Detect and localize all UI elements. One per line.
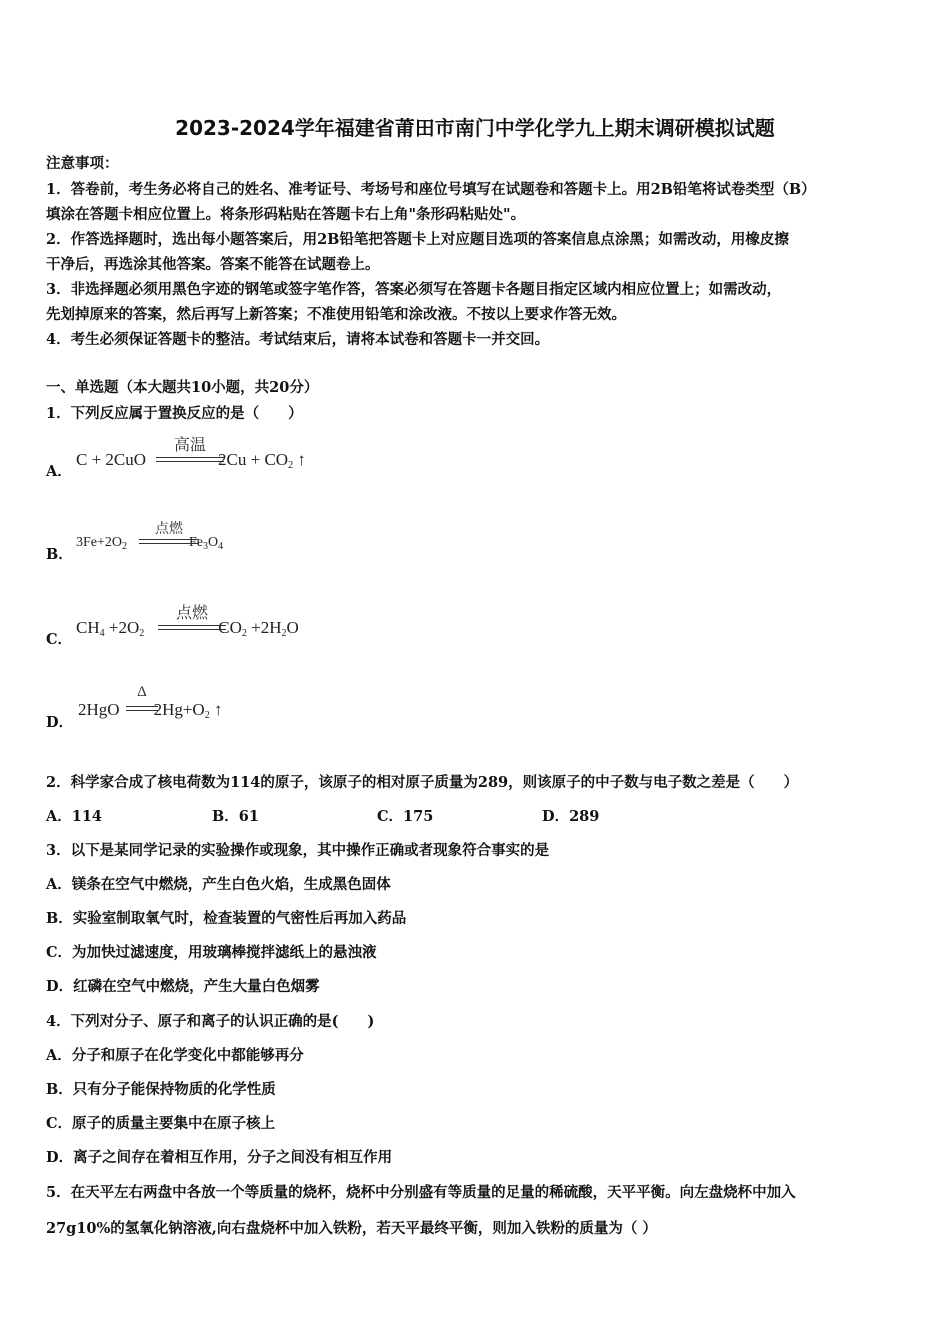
q4-option-c: C．原子的质量主要集中在原子核上 [46, 1115, 276, 1132]
q2-option-d: D．289 [542, 808, 600, 825]
q4-option-a: A．分子和原子在化学变化中都能够再分 [46, 1047, 304, 1064]
q4-option-b: B．只有分子能保持物质的化学性质 [46, 1081, 276, 1098]
q1-option-b-label: B． [46, 546, 73, 563]
q3-option-c: C．为加快过滤速度，用玻璃棒搅拌滤纸上的悬浊液 [46, 944, 377, 961]
question-3-stem: 3．以下是某同学记录的实验操作或现象，其中操作正确或者现象符合事实的是 [46, 842, 550, 859]
q1-option-a-equals-bar [156, 457, 224, 462]
question-1-stem: 1．下列反应属于置换反应的是（ ） [46, 405, 303, 422]
q3-option-a: A．镁条在空气中燃烧，产生白色火焰，生成黑色固体 [46, 876, 391, 893]
q1-option-a-equation: C + 2CuO $2Cu + CO_2$ ↑ [76, 450, 306, 471]
notice-line: 3．非选择题必须用黑色字迹的钢笔或签字笔作答，答案必须写在答题卡各题目指定区域内相应位置上；如需改动， [46, 281, 782, 298]
q1-option-b-condition: 点燃 [155, 522, 183, 537]
q1-option-d-label: D． [46, 714, 74, 731]
q3-option-d: D．红磷在空气中燃烧，产生大量白色烟雾 [46, 978, 320, 995]
question-5-line-2: 27g10%的氢氧化钠溶液,向右盘烧杯中加入铁粉，若天平最终平衡，则加入铁粉的质量为（ ） [46, 1220, 657, 1237]
question-2-stem: 2．科学家合成了核电荷数为114的原子，该原子的相对原子质量为289，则该原子的中子数与电子数之差是（ ） [46, 774, 799, 791]
q1-option-d-equals-bar [126, 706, 158, 711]
notice-line: 1．答卷前，考生务必将自己的姓名、准考证号、考场号和座位号填写在试题卷和答题卡上。用2B铅笔将试卷类型（B） [46, 181, 816, 198]
notice-line: 干净后，再选涂其他答案。答案不能答在试题卷上。 [46, 256, 380, 273]
section-heading: 一、单选题（本大题共10小题，共20分） [46, 379, 319, 396]
q1-option-c-label: C． [46, 631, 73, 648]
q1-option-d-equation: 2HgO $2Hg+O_2$ ↑ [78, 700, 223, 721]
notice-line: 2．作答选择题时，选出每小题答案后，用2B铅笔把答题卡上对应题目选项的答案信息点涂黑；如需改动，用橡皮擦 [46, 231, 789, 248]
notice-heading: 注意事项： [46, 155, 119, 172]
q1-option-c-equals-bar [158, 625, 226, 630]
q1-option-a-condition: 高温 [173, 437, 206, 454]
q3-option-b: B．实验室制取氧气时，检查装置的气密性后再加入药品 [46, 910, 407, 927]
question-4-stem: 4．下列对分子、原子和离子的认识正确的是( ) [46, 1013, 375, 1030]
q1-option-c-equation: $CH_4 +2O_2$ $CO_2 +2H_2O$ [76, 618, 299, 639]
notice-line: 先划掉原来的答案，然后再写上新答案；不准使用铅笔和涂改液。不按以上要求作答无效。 [46, 306, 626, 323]
notice-line: 4．考生必须保证答题卡的整洁。考试结束后，请将本试卷和答题卡一并交回。 [46, 331, 550, 348]
q1-option-d-condition: Δ [137, 684, 147, 700]
q1-option-b-equals-bar [139, 539, 199, 544]
notice-line: 填涂在答题卡相应位置上。将条形码粘贴在答题卡右上角"条形码粘贴处"。 [46, 206, 526, 223]
q2-option-c: C．175 [377, 808, 434, 825]
q4-option-d: D．离子之间存在着相互作用，分子之间没有相互作用 [46, 1149, 393, 1166]
q1-option-b-equation: $3Fe+2O_2$ $Fe_3O_4$ [76, 535, 224, 552]
page-title: 2023-2024学年福建省莆田市南门中学化学九上期末调研模拟试题 [175, 116, 775, 140]
q2-option-a: A．114 [46, 808, 103, 825]
question-5-line-1: 5．在天平左右两盘中各放一个等质量的烧杯，烧杯中分别盛有等质量的足量的稀硫酸，天平平衡。向左盘烧杯中加入 [46, 1184, 796, 1201]
q1-option-a-label: A． [46, 463, 72, 480]
q2-option-b: B．61 [212, 808, 259, 825]
q1-option-c-condition: 点燃 [175, 605, 208, 622]
